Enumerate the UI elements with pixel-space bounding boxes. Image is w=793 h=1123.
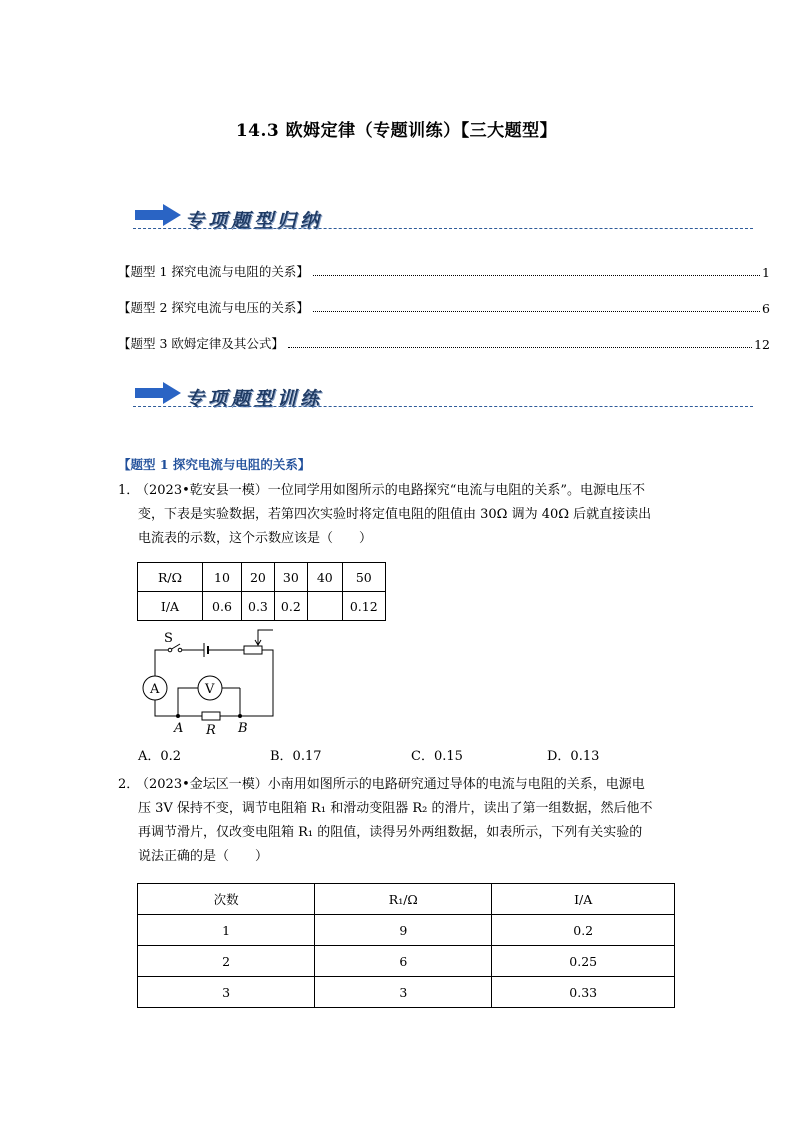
table-row [138, 563, 386, 592]
column-header: 次数 [138, 884, 315, 915]
section-banner-training [133, 381, 753, 411]
section-banner-summary [133, 203, 753, 233]
question-text-line: 电流表的示数，这个示数应该是（ ） [138, 531, 373, 546]
table-cell: 3 [138, 977, 315, 1008]
banner-title: 专项题型训练 [185, 388, 324, 410]
table-cell: 50 [342, 563, 385, 592]
toc-item-2[interactable] [118, 298, 770, 316]
option-a[interactable]: A．0.2 [138, 749, 182, 764]
section-heading: 【题型 1 探究电流与电阻的关系】 [118, 457, 311, 472]
table-row [138, 977, 675, 1008]
toc-label: 【题型 3 欧姆定律及其公式】 [118, 336, 284, 351]
table-cell: 6 [315, 946, 492, 977]
table-cell [307, 592, 342, 621]
table-cell: 0.33 [492, 977, 675, 1008]
question-text-line: 变，下表是实验数据，若第四次实验时将定值电阻的阻值由 30Ω 调为 40Ω 后就直接读出 [138, 507, 652, 522]
table-cell: 9 [315, 915, 492, 946]
arrow-right-icon [133, 203, 183, 227]
toc-page: 6 [762, 301, 770, 316]
toc-leader [313, 274, 760, 276]
resistor-label: R [206, 723, 216, 738]
option-b[interactable]: B．0.17 [270, 749, 322, 764]
toc-leader [288, 346, 752, 348]
table-cell: 40 [307, 563, 342, 592]
table-header-row [138, 884, 675, 915]
table-cell: 0.12 [342, 592, 385, 621]
question-2 [118, 773, 678, 869]
option-d[interactable]: D．0.13 [547, 749, 600, 764]
question-text-line: （2023•金坛区一模）小南用如图所示的电路研究通过导体的电流与电阻的关系，电源电 [136, 777, 645, 792]
table-row [138, 592, 386, 621]
table-cell: 20 [242, 563, 275, 592]
question-number: 2． [118, 777, 140, 792]
table-cell: 10 [203, 563, 242, 592]
question-text-line: 压 3V 保持不变，调节电阻箱 R₁ 和滑动变阻器 R₂ 的滑片，读出了第一组数据，然后他不 [138, 801, 653, 816]
dashed-divider [133, 406, 753, 407]
table-row [138, 915, 675, 946]
column-header: I/A [492, 884, 675, 915]
table-cell: 0.6 [203, 592, 242, 621]
option-c[interactable]: C．0.15 [411, 749, 463, 764]
toc-leader [313, 310, 760, 312]
toc-page: 1 [762, 265, 770, 280]
data-table-q1 [137, 562, 386, 621]
table-cell: 0.2 [274, 592, 307, 621]
page-title: 14.3 欧姆定律（专题训练）【三大题型】 [235, 121, 558, 141]
table-cell: 30 [274, 563, 307, 592]
data-table-q2 [137, 883, 675, 1008]
dashed-divider [133, 228, 753, 229]
toc-item-1[interactable] [118, 262, 770, 280]
table-row [138, 946, 675, 977]
column-header: R₁/Ω [315, 884, 492, 915]
question-text-line: （2023•乾安县一模）一位同学用如图所示的电路探究“电流与电阻的关系”。电源电压不 [136, 483, 646, 498]
question-1 [118, 479, 678, 551]
table-cell: 3 [315, 977, 492, 1008]
table-cell: 2 [138, 946, 315, 977]
arrow-right-icon [133, 381, 183, 405]
table-cell: R/Ω [138, 563, 203, 592]
question-text-line: 说法正确的是（ ） [138, 849, 269, 864]
table-cell: 0.25 [492, 946, 675, 977]
question-number: 1． [118, 483, 140, 498]
point-a-label: A [174, 721, 184, 736]
toc-item-3[interactable] [118, 334, 770, 352]
toc-label: 【题型 1 探究电流与电阻的关系】 [118, 264, 309, 279]
voltmeter-label: V [205, 682, 215, 697]
table-cell: I/A [138, 592, 203, 621]
toc-page: 12 [754, 337, 770, 352]
toc-label: 【题型 2 探究电流与电压的关系】 [118, 300, 309, 315]
table-cell: 0.3 [242, 592, 275, 621]
switch-label: S [164, 631, 173, 646]
circuit-diagram [140, 628, 285, 740]
table-cell: 0.2 [492, 915, 675, 946]
point-b-label: B [238, 721, 248, 736]
question-text-line: 再调节滑片，仅改变电阻箱 R₁ 的阻值，读得另外两组数据，如表所示，下列有关实验的 [138, 825, 643, 840]
ammeter-label: A [150, 682, 160, 697]
banner-title: 专项题型归纳 [185, 210, 324, 232]
table-cell: 1 [138, 915, 315, 946]
